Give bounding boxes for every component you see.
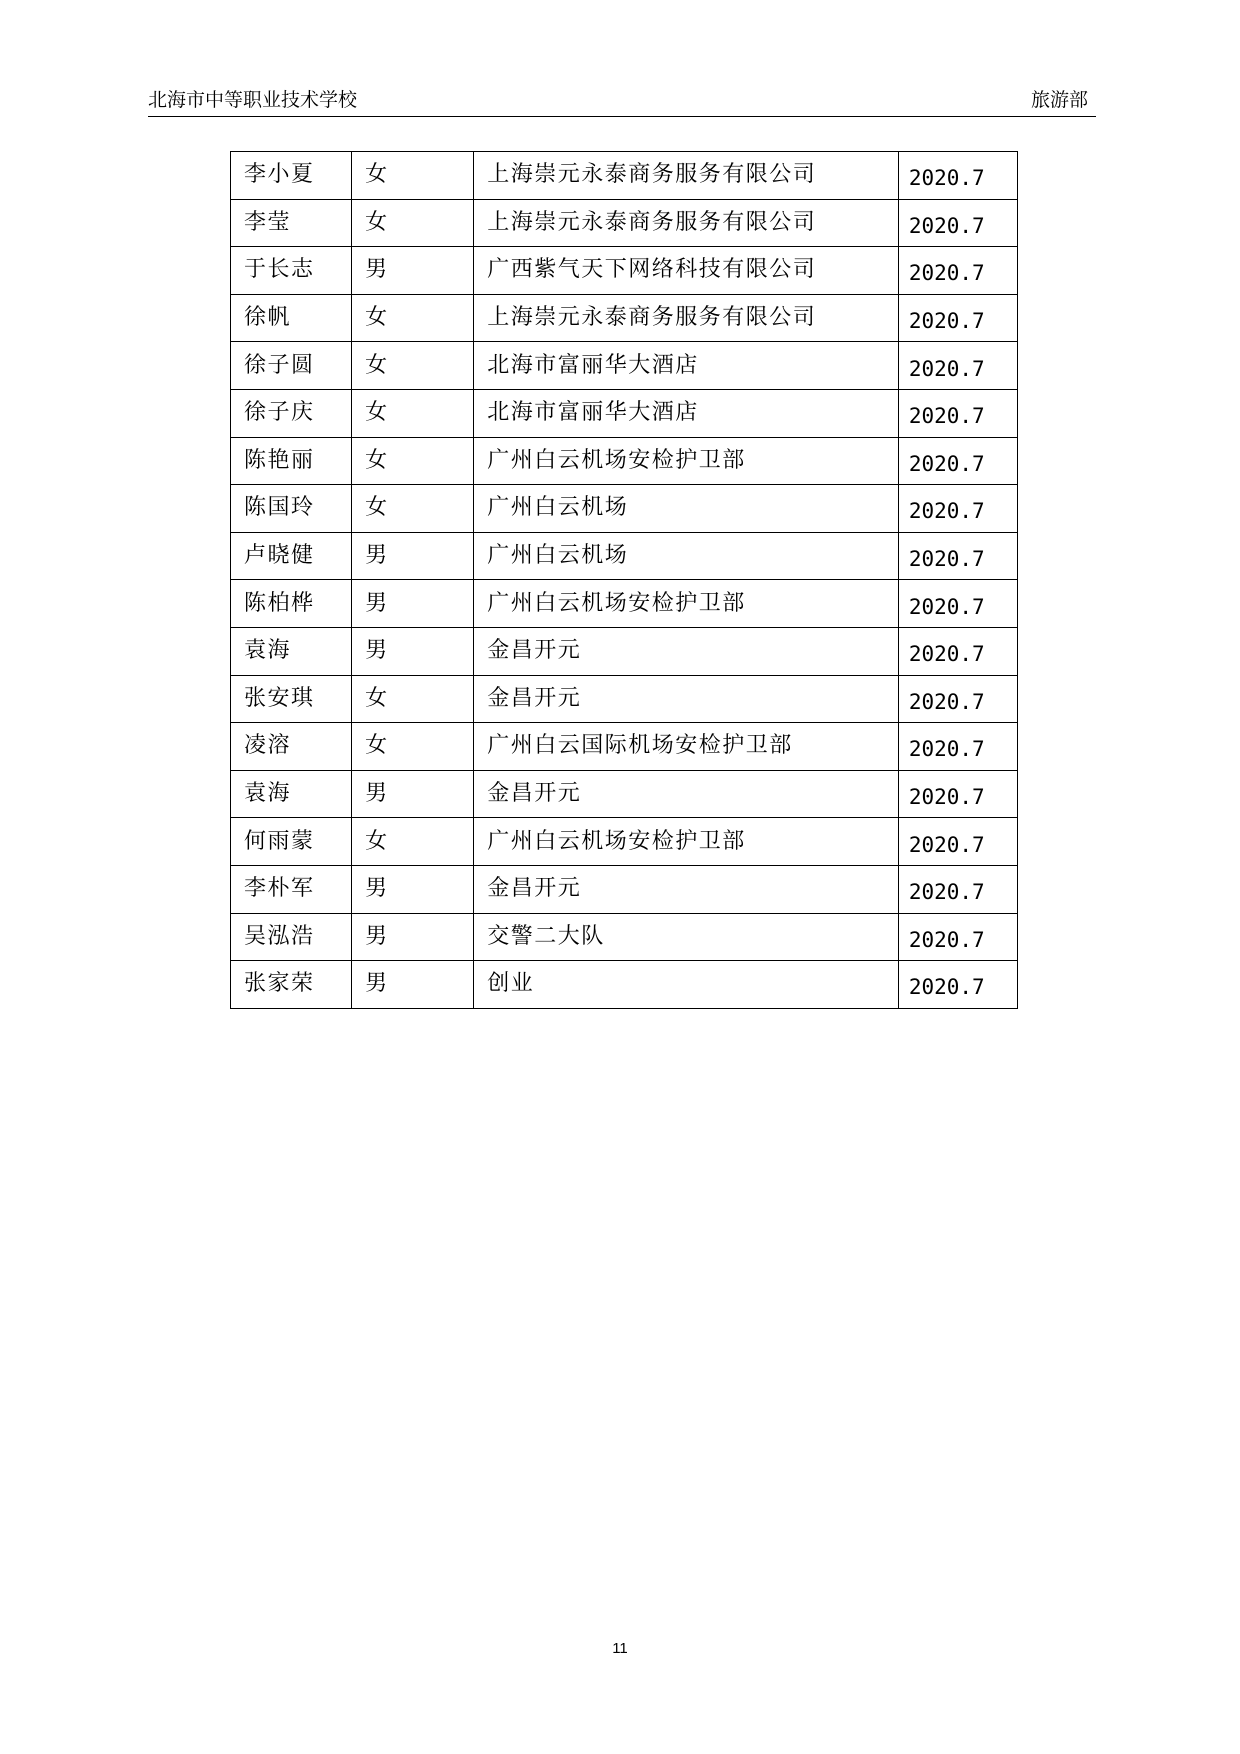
gender-cell: 女 bbox=[352, 342, 474, 390]
date-cell: 2020.7 bbox=[898, 723, 1017, 771]
table-row bbox=[231, 342, 1018, 390]
student-name-cell: 李朴军 bbox=[231, 865, 352, 913]
employer-cell: 上海崇元永泰商务服务有限公司 bbox=[474, 294, 899, 342]
student-name-cell: 袁海 bbox=[231, 627, 352, 675]
date-cell: 2020.7 bbox=[898, 294, 1017, 342]
gender-cell: 女 bbox=[352, 389, 474, 437]
student-name-cell: 于长志 bbox=[231, 247, 352, 295]
gender-cell: 女 bbox=[352, 152, 474, 200]
gender-cell: 男 bbox=[352, 580, 474, 628]
employer-cell: 北海市富丽华大酒店 bbox=[474, 389, 899, 437]
date-cell: 2020.7 bbox=[898, 580, 1017, 628]
gender-cell: 女 bbox=[352, 485, 474, 533]
employer-cell: 金昌开元 bbox=[474, 675, 899, 723]
table-row bbox=[231, 865, 1018, 913]
date-cell: 2020.7 bbox=[898, 913, 1017, 961]
table-row bbox=[231, 389, 1018, 437]
table-row bbox=[231, 675, 1018, 723]
employer-cell: 创业 bbox=[474, 961, 899, 1009]
employer-cell: 上海崇元永泰商务服务有限公司 bbox=[474, 199, 899, 247]
employer-cell: 广州白云国际机场安检护卫部 bbox=[474, 723, 899, 771]
student-name-cell: 李莹 bbox=[231, 199, 352, 247]
date-cell: 2020.7 bbox=[898, 247, 1017, 295]
student-name-cell: 陈柏桦 bbox=[231, 580, 352, 628]
table-row bbox=[231, 532, 1018, 580]
student-name-cell: 陈国玲 bbox=[231, 485, 352, 533]
gender-cell: 女 bbox=[352, 675, 474, 723]
table-row bbox=[231, 818, 1018, 866]
date-cell: 2020.7 bbox=[898, 770, 1017, 818]
gender-cell: 男 bbox=[352, 627, 474, 675]
gender-cell: 男 bbox=[352, 865, 474, 913]
page-number: 11 bbox=[612, 1640, 628, 1657]
table-row bbox=[231, 437, 1018, 485]
gender-cell: 女 bbox=[352, 723, 474, 771]
table-row bbox=[231, 961, 1018, 1009]
employer-cell: 金昌开元 bbox=[474, 770, 899, 818]
employer-cell: 上海崇元永泰商务服务有限公司 bbox=[474, 152, 899, 200]
gender-cell: 男 bbox=[352, 913, 474, 961]
gender-cell: 女 bbox=[352, 294, 474, 342]
student-name-cell: 卢晓健 bbox=[231, 532, 352, 580]
employer-cell: 广州白云机场 bbox=[474, 532, 899, 580]
student-name-cell: 吴泓浩 bbox=[231, 913, 352, 961]
student-name-cell: 凌溶 bbox=[231, 723, 352, 771]
employer-cell: 广州白云机场安检护卫部 bbox=[474, 437, 899, 485]
student-name-cell: 张安琪 bbox=[231, 675, 352, 723]
date-cell: 2020.7 bbox=[898, 389, 1017, 437]
student-name-cell: 陈艳丽 bbox=[231, 437, 352, 485]
employer-cell: 广州白云机场安检护卫部 bbox=[474, 580, 899, 628]
student-name-cell: 何雨蒙 bbox=[231, 818, 352, 866]
employer-cell: 北海市富丽华大酒店 bbox=[474, 342, 899, 390]
table-row bbox=[231, 152, 1018, 200]
table-row bbox=[231, 580, 1018, 628]
employment-table-body bbox=[231, 152, 1018, 1009]
student-name-cell: 徐子圆 bbox=[231, 342, 352, 390]
table-row bbox=[231, 485, 1018, 533]
table-row bbox=[231, 199, 1018, 247]
date-cell: 2020.7 bbox=[898, 437, 1017, 485]
table-row bbox=[231, 770, 1018, 818]
employer-cell: 广州白云机场 bbox=[474, 485, 899, 533]
employer-cell: 金昌开元 bbox=[474, 627, 899, 675]
gender-cell: 女 bbox=[352, 818, 474, 866]
school-name: 北海市中等职业技术学校 bbox=[148, 89, 358, 111]
student-name-cell: 徐子庆 bbox=[231, 389, 352, 437]
table-row bbox=[231, 247, 1018, 295]
student-name-cell: 袁海 bbox=[231, 770, 352, 818]
gender-cell: 男 bbox=[352, 532, 474, 580]
employer-cell: 广西紫气天下网络科技有限公司 bbox=[474, 247, 899, 295]
date-cell: 2020.7 bbox=[898, 152, 1017, 200]
date-cell: 2020.7 bbox=[898, 865, 1017, 913]
gender-cell: 女 bbox=[352, 437, 474, 485]
gender-cell: 男 bbox=[352, 961, 474, 1009]
table-row bbox=[231, 627, 1018, 675]
date-cell: 2020.7 bbox=[898, 675, 1017, 723]
date-cell: 2020.7 bbox=[898, 961, 1017, 1009]
student-name-cell: 张家荣 bbox=[231, 961, 352, 1009]
employer-cell: 广州白云机场安检护卫部 bbox=[474, 818, 899, 866]
page-header bbox=[148, 86, 1096, 117]
gender-cell: 男 bbox=[352, 770, 474, 818]
table-row bbox=[231, 913, 1018, 961]
student-name-cell: 徐帆 bbox=[231, 294, 352, 342]
table-row bbox=[231, 294, 1018, 342]
date-cell: 2020.7 bbox=[898, 199, 1017, 247]
date-cell: 2020.7 bbox=[898, 532, 1017, 580]
table-row bbox=[231, 723, 1018, 771]
student-name-cell: 李小夏 bbox=[231, 152, 352, 200]
department-name: 旅游部 bbox=[1030, 89, 1088, 111]
date-cell: 2020.7 bbox=[898, 342, 1017, 390]
gender-cell: 男 bbox=[352, 247, 474, 295]
date-cell: 2020.7 bbox=[898, 818, 1017, 866]
date-cell: 2020.7 bbox=[898, 485, 1017, 533]
employment-table bbox=[230, 151, 1018, 1009]
gender-cell: 女 bbox=[352, 199, 474, 247]
employer-cell: 交警二大队 bbox=[474, 913, 899, 961]
employer-cell: 金昌开元 bbox=[474, 865, 899, 913]
date-cell: 2020.7 bbox=[898, 627, 1017, 675]
